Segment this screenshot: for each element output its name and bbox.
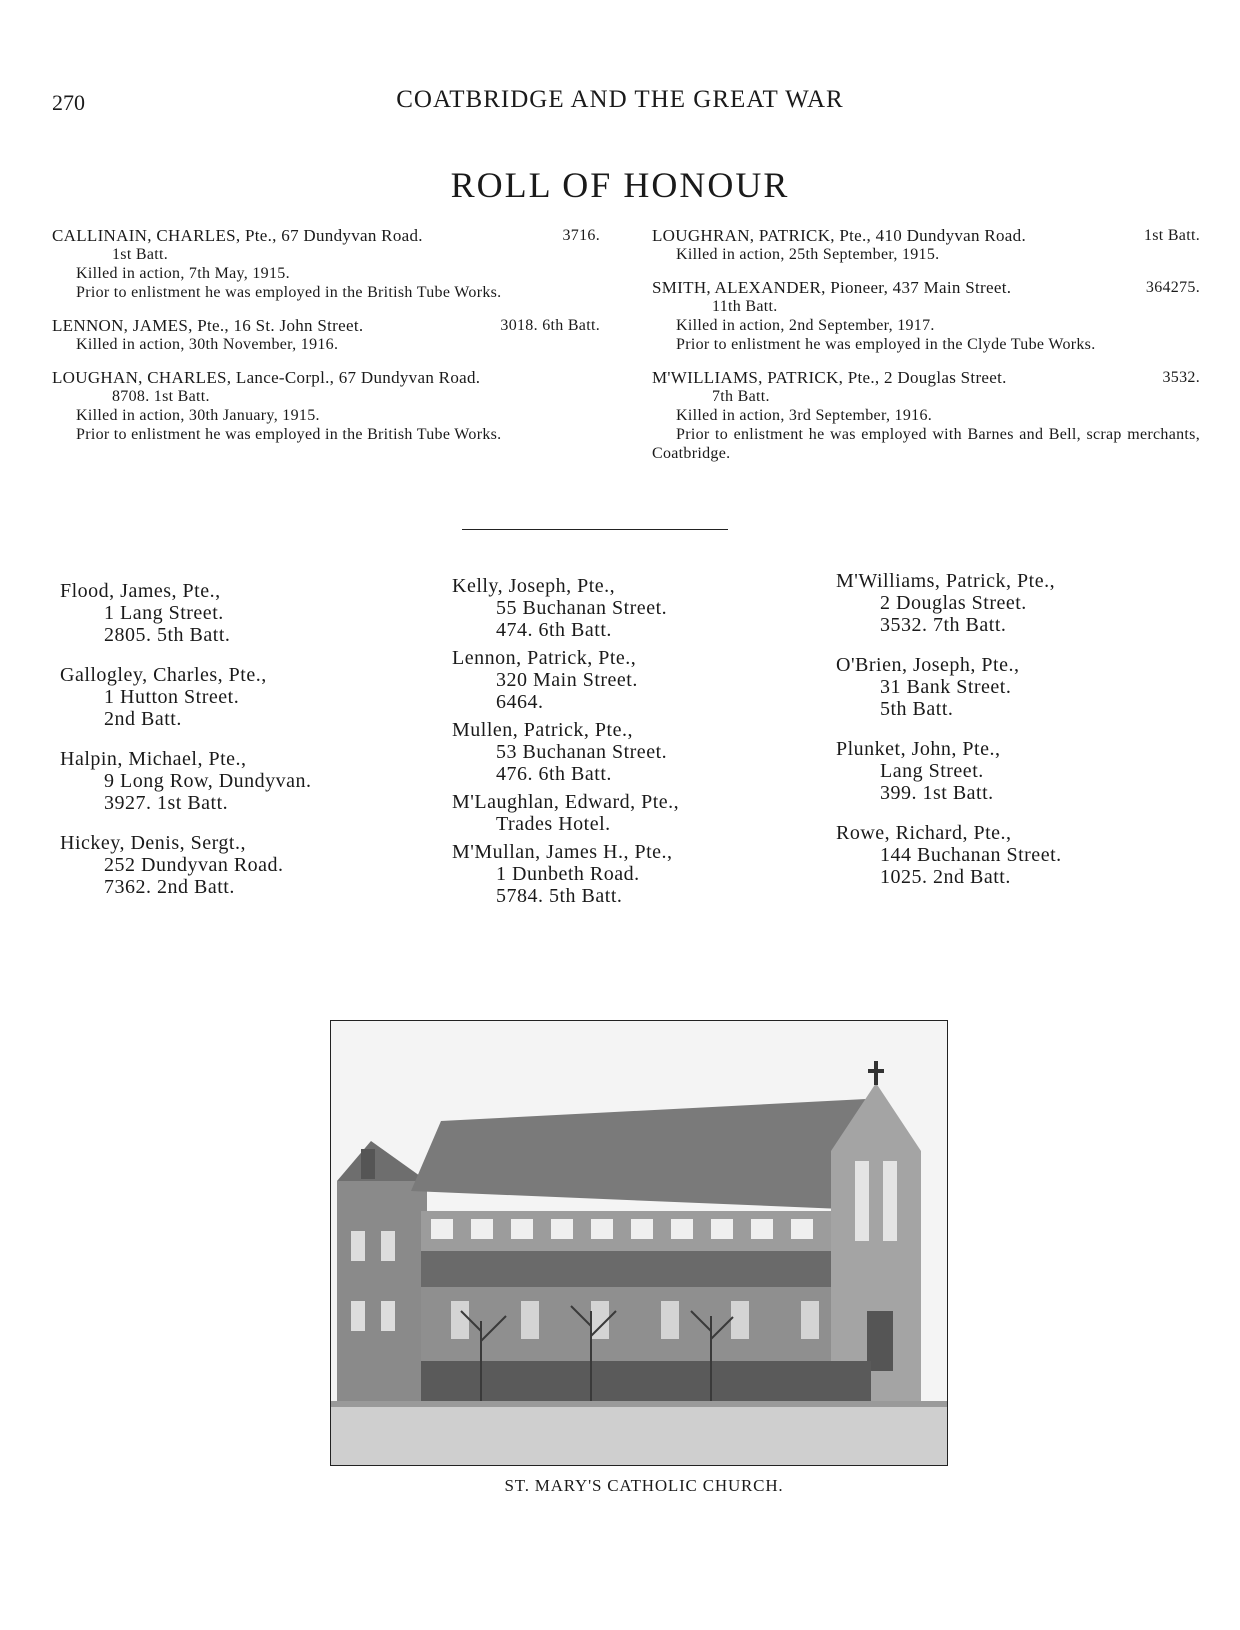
list-item-service: 1025. 2nd Batt. [880,866,1011,888]
list-item-service: 3927. 1st Batt. [104,792,229,814]
roll-entry [652,368,1200,463]
roll-entry-head [52,316,600,335]
list-item-service: 5784. 5th Batt. [496,885,623,907]
list-item-name: Hickey, Denis, Sergt., [60,832,246,854]
list-item-name: M'Laughlan, Edward, Pte., [452,791,680,813]
roll-entry-head [52,226,600,245]
list-item [452,841,812,907]
list-item [452,647,812,713]
roll-column-left [52,226,600,458]
roll-entry-fate: Killed in action, 30th January, 1915. [76,407,320,424]
roll-entry-head [652,368,1200,387]
roll-entry [652,226,1200,264]
roll-entry-number: 3018. 6th Batt. [500,317,600,334]
roll-entry-note: Prior to enlistment he was employed in the Clyde Tube Works. [676,336,1096,353]
list-item-service: 6464. [496,691,544,713]
list-item-name: O'Brien, Joseph, Pte., [836,654,1020,676]
roll-entry-name: LOUGHRAN, PATRICK, Pte., 410 Dundyvan Road. [652,226,1027,245]
list-item-service: 2805. 5th Batt. [104,624,231,646]
list-item-service: 7362. 2nd Batt. [104,876,235,898]
list-item [836,738,1196,804]
list-item-name: Gallogley, Charles, Pte., [60,664,267,686]
roll-entry-battalion: 8708. 1st Batt. [112,388,210,405]
roll-entry-fate: Killed in action, 25th September, 1915. [676,246,940,263]
list-item [836,822,1196,888]
roll-entry-name: SMITH, ALEXANDER, Pioneer, 437 Main Street. [652,278,1012,297]
roll-entry-note: Prior to enlistment he was employed in the British Tube Works. [76,426,502,443]
roll-entry-head [52,368,600,387]
name-list-column-3 [836,570,1196,906]
roll-column-right [652,226,1200,477]
list-item-service: 399. 1st Batt. [880,782,994,804]
list-item [836,570,1196,636]
roll-entry [652,278,1200,354]
roll-entry-fate: Killed in action, 30th November, 1916. [76,336,339,353]
roll-entry [52,226,600,302]
photo-caption: ST. MARY'S CATHOLIC CHURCH. [504,1476,784,1495]
roll-entry-fate: Killed in action, 2nd September, 1917. [676,317,935,334]
list-item-address: Trades Hotel. [496,813,611,835]
roll-entry-name: CALLINAIN, CHARLES, Pte., 67 Dundyvan Road. [52,226,423,245]
list-item-address: 1 Lang Street. [104,602,224,624]
list-item-name: Halpin, Michael, Pte., [60,748,247,770]
roll-entry [52,316,600,354]
roll-entry-number: 364275. [1145,279,1200,296]
section-title: ROLL OF HONOUR [450,165,790,205]
list-item-service: 2nd Batt. [104,708,182,730]
list-item-address: 320 Main Street. [496,669,638,691]
list-item [60,748,420,814]
list-item [452,719,812,785]
list-item-name: Flood, James, Pte., [60,580,221,602]
list-item-address: 252 Dundyvan Road. [104,854,284,876]
church-illustration [331,1021,947,1465]
roll-entry [52,368,600,444]
list-item-name: Rowe, Richard, Pte., [836,822,1012,844]
list-item [836,654,1196,720]
list-item-name: Plunket, John, Pte., [836,738,1001,760]
list-item [60,832,420,898]
list-item-name: Kelly, Joseph, Pte., [452,575,616,597]
roll-entry-head [652,226,1200,245]
name-list-column-1 [60,580,420,916]
roll-entry-name: LENNON, JAMES, Pte., 16 St. John Street. [52,316,364,335]
list-item-service: 3532. 7th Batt. [880,614,1007,636]
list-item [452,791,812,835]
running-head: COATBRIDGE AND THE GREAT WAR [396,86,844,113]
list-item [60,664,420,730]
roll-entry-battalion: 11th Batt. [712,298,778,315]
list-item-address: 144 Buchanan Street. [880,844,1062,866]
list-item-address: 53 Buchanan Street. [496,741,668,763]
roll-entry-name: M'WILLIAMS, PATRICK, Pte., 2 Douglas Street. [652,368,1007,387]
roll-entry-name: LOUGHAN, CHARLES, Lance-Corpl., 67 Dundyvan Road. [52,368,481,387]
list-item-address: 31 Bank Street. [880,676,1012,698]
roll-entry-note: Prior to enlistment he was employed with Barnes and Bell, scrap merchants, Coatbridge. [652,426,1200,462]
list-item-service: 476. 6th Batt. [496,763,612,785]
list-item-address: 9 Long Row, Dundyvan. [104,770,312,792]
page-number: 270 [52,90,85,115]
church-photograph [330,1020,948,1466]
list-item-address: 1 Dunbeth Road. [496,863,640,885]
name-list-column-2 [452,575,812,913]
list-item [452,575,812,641]
list-item [60,580,420,646]
roll-entry-battalion: 7th Batt. [712,388,770,405]
list-item-name: M'Williams, Patrick, Pte., [836,570,1056,592]
list-item-name: M'Mullan, James H., Pte., [452,841,673,863]
roll-entry-number: 1st Batt. [1143,227,1200,244]
roll-entry-head [652,278,1200,297]
list-item-address: Lang Street. [880,760,984,782]
roll-entry-fate: Killed in action, 3rd September, 1916. [676,407,933,424]
roll-entry-number: 3716. [562,227,600,244]
list-item-name: Lennon, Patrick, Pte., [452,647,637,669]
list-item-service: 5th Batt. [880,698,954,720]
roll-entry-battalion: 1st Batt. [112,246,169,263]
roll-entry-fate: Killed in action, 7th May, 1915. [76,265,290,282]
list-item-address: 1 Hutton Street. [104,686,240,708]
roll-entry-number: 3532. [1162,369,1200,386]
list-item-service: 474. 6th Batt. [496,619,612,641]
list-item-name: Mullen, Patrick, Pte., [452,719,633,741]
list-item-address: 2 Douglas Street. [880,592,1027,614]
list-item-address: 55 Buchanan Street. [496,597,668,619]
section-divider [462,529,728,530]
roll-entry-note: Prior to enlistment he was employed in the British Tube Works. [76,284,502,301]
